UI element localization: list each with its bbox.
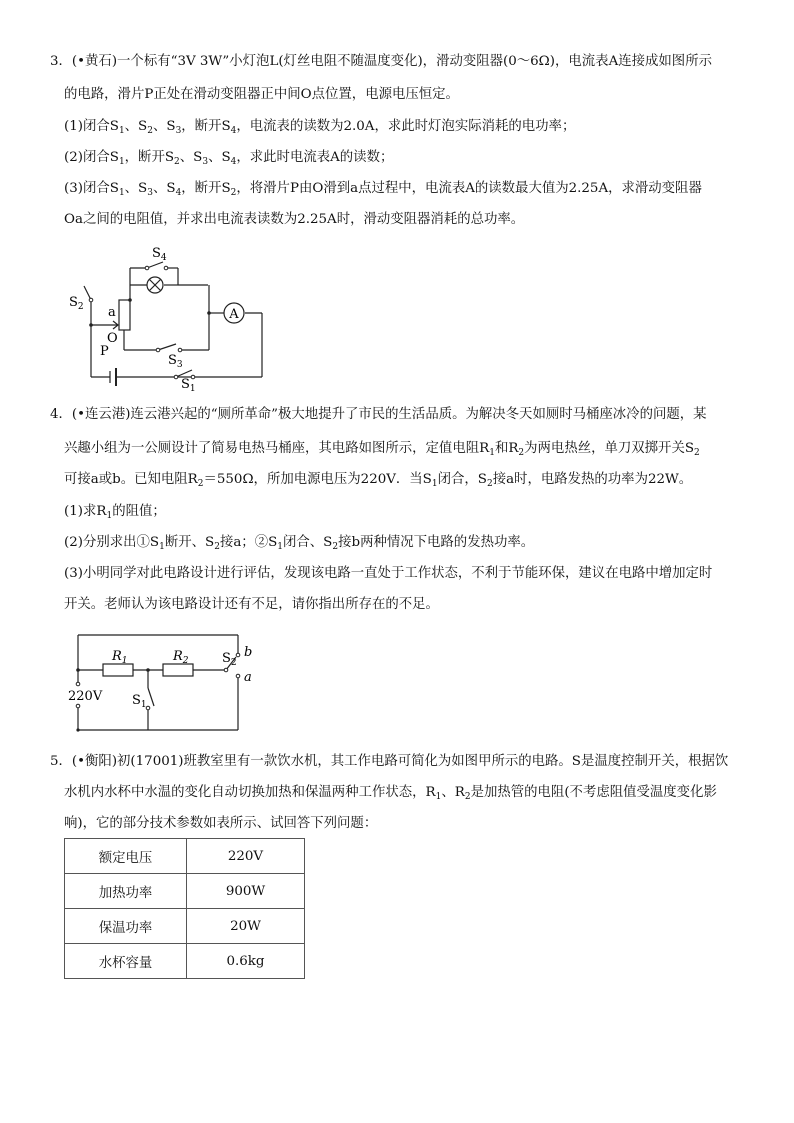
q5-line-2: 水机内水杯中水温的变化自动切换加热和保温两种工作状态，$R_1$、$R_2$是加热管的电阻(不考虑阻值受温度变化影 bbox=[64, 785, 717, 802]
q3-circuit-diagram bbox=[60, 238, 280, 394]
q3-part-3-line-2: Oa之间的电阻值，并求出电流表读数为2.25A时，滑动变阻器消耗的总功率。 bbox=[64, 212, 525, 227]
q3-part-3: (3)闭合$S_1$、$S_3$、$S_4$，断开$S_2$，将滑片P由O滑到a点过程中，电流表A的读数最大值为2.25A，求滑动变阻器 bbox=[64, 181, 702, 198]
label-s1: $S_1$ bbox=[132, 693, 147, 710]
table-row bbox=[65, 944, 305, 979]
label-r2: $R_2$ bbox=[173, 649, 189, 666]
param-value: 900W bbox=[187, 874, 305, 909]
label-a: a bbox=[244, 670, 252, 685]
q5-line-3: 响)，它的部分技术参数如表所示、试回答下列问题： bbox=[64, 816, 378, 831]
q5-parameter-table bbox=[64, 838, 305, 979]
param-key: 保温功率 bbox=[65, 909, 187, 944]
q5-line-1: 5．(•衡阳)初(17001)班教室里有一款饮水机，其工作电路可简化为如图甲所示的电路。S是温度控制开关，根据饮 bbox=[50, 754, 729, 769]
table-row bbox=[65, 874, 305, 909]
label-voltage: 220V bbox=[68, 689, 103, 704]
label-p: P bbox=[100, 344, 109, 359]
q3-part-1: (1)闭合$S_1$、$S_2$、$S_3$，断开$S_4$，电流表的读数为2.0A，求此时灯泡实际消耗的电功率； bbox=[64, 119, 576, 136]
label-s2: $S_2$ bbox=[222, 651, 237, 668]
param-value: 220V bbox=[187, 839, 305, 874]
q4-part-3-line-1: (3)小明同学对此电路设计进行评估，发现该电路一直处于工作状态，不利于节能环保，建议在电路中增加定时 bbox=[64, 566, 713, 581]
q3-line-2: 的电路，滑片P正处在滑动变阻器正中间O点位置，电源电压恒定。 bbox=[64, 87, 459, 102]
q4-circuit-diagram bbox=[64, 626, 264, 736]
q4-line-2: 兴趣小组为一公厕设计了简易电热马桶座，其电路如图所示，定值电阻$R_1$和$R_2$为两电热丝，单刀双掷开关$S_2$ bbox=[64, 441, 700, 458]
param-value: 20W bbox=[187, 909, 305, 944]
ammeter-label: A bbox=[229, 307, 239, 322]
label-o: O bbox=[107, 331, 118, 346]
param-key: 加热功率 bbox=[65, 874, 187, 909]
param-value: 0.6kg bbox=[187, 944, 305, 979]
label-r1: $R_1$ bbox=[112, 649, 128, 666]
q4-part-2: (2)分别求出$①S_1$断开、$S_2$接a；$②S_1$闭合、$S_2$接b两种情况下电路的发热功率。 bbox=[64, 535, 535, 552]
table-row bbox=[65, 839, 305, 874]
label-s1: $S_1$ bbox=[181, 377, 196, 394]
q4-line-3: 可接a或b。已知电阻$R_2=550\Omega$，所加电源电压为220V．当$S_1$闭合，$S_2$接a时，电路发热的功率为22W。 bbox=[64, 472, 693, 489]
q3-part-2: (2)闭合$S_1$，断开$S_2$、$S_3$、$S_4$，求此时电流表A的读数； bbox=[64, 150, 394, 167]
table-row bbox=[65, 909, 305, 944]
q4-part-1: (1)求$R_1$的阻值； bbox=[64, 504, 166, 521]
param-key: 水杯容量 bbox=[65, 944, 187, 979]
q3-line-1: 3．(•黄石)一个标有“3V 3W”小灯泡L(灯丝电阻不随温度变化)，滑动变阻器(0～6Ω)，电流表A连接成如图所示 bbox=[50, 54, 712, 69]
label-a: a bbox=[108, 305, 116, 320]
param-key: 额定电压 bbox=[65, 839, 187, 874]
label-s3: $S_3$ bbox=[168, 353, 183, 370]
label-b: b bbox=[244, 645, 253, 660]
label-s4: $S_4$ bbox=[152, 246, 167, 263]
label-s2: $S_2$ bbox=[69, 295, 84, 312]
q4-part-3-line-2: 开关。老师认为该电路设计还有不足，请你指出所存在的不足。 bbox=[64, 597, 439, 612]
q4-line-1: 4．(•连云港)连云港兴起的“厕所革命”极大地提升了市民的生活品质。为解决冬天如厕时马桶座冰冷的问题，某 bbox=[50, 407, 707, 422]
